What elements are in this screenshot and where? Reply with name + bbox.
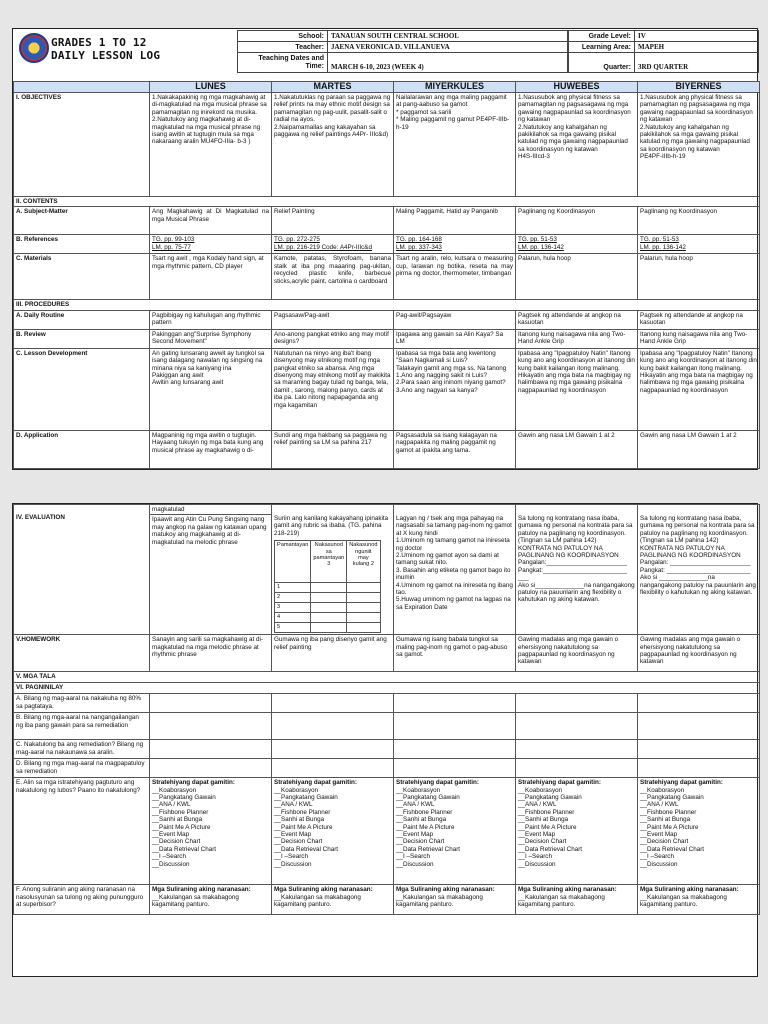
lesson-grid-page-1 [13,81,760,469]
objectives-cell: 1.Nakatutuklas ng paraan sa paggawa ng relief prints na may ethnic motif design sa pamamagitan ng pag-uulit, pasalit-salit o radial na ayos. 2.Naipamamallas ang kakayahan sa paggawa ng relief paintings A4Pr- IIIc&d) [272,93,394,197]
evaluation-cell [272,505,394,635]
rubric-header: Pamantayan [275,541,311,583]
rubric-blank [311,593,347,603]
reflection-cell [516,713,638,740]
objectives-cell: Nailalarawan ang mga maling paggamit at pang-aabuso sa gamot * paggamot sa sarili * Maling paggamit ng gamut PE4PF-IIIb-h-19 [394,93,516,197]
references-cell [638,235,760,254]
materials-row [14,254,760,300]
rubric-blank [311,603,347,613]
tala-row [14,672,760,683]
procedures-row [14,300,760,310]
dates-value: MARCH 6-10, 2023 (WEEK 4) [328,53,568,73]
strategy-title: Stratehiyang dapat gamitin: [640,779,723,787]
materials-cell: Tsart ng aralin, relo, kutsara o measuring cup, larawan ng botika, reseta na may pirma ng doctor, thermometer, timbangan [394,254,516,300]
rubric-blank [311,613,347,623]
subject-cell: Paglinang ng Koordinasyon [638,207,760,235]
materials-cell: Palarun, hula hoop [516,254,638,300]
day-huwebes: HUWEBES [516,82,638,93]
strategy-cell [150,778,272,885]
review-cell: Ano-anong pangkat etniko ang may motif designs? [272,329,394,348]
grade-value: IV [635,31,759,42]
evaluation-cell: Sa tulong ng kontratang nasa ibaba, gumawa ng personal na kontrata para sa patuloy na paglinang ng koordinasyon. (Tingnan sa LM pahina 142) KONTRATA NG PATULOY NA PAGLINANG NG KOORDINASYON Pangalan: _______________________ Pangkat: ________________________ Ako si ______________na nangangakong patuloy na pauunlarin ang flexibility o kahutukan ng aking katawan. [638,505,760,635]
homework-cell: Sanayin ang sarili sa magkahawig at di-magkatulad na mga melodic phrase at rhythmic phrase [150,635,272,672]
routine-cell: Pag-awit/Pagsayaw [394,310,516,329]
grade-label: Grade Level: [569,31,635,42]
tg-reference: TG. pp. 164-168 [396,236,442,244]
development-cell: Ipabasa ang "Ipagpatuloy Natin" Itanong kung ano ang koordinasyon at itanong din kung bakit kailangan itong malinang. Hikayatin ang mga bata na magbigay ng halimbawa ng mga gawaing pisikalna nagpapaunlad ng koordinasyon [638,348,760,430]
rubric-row-number: 1 [275,583,311,593]
routine-cell: Pagtsek ng attendande at angkop na kasuotan [638,310,760,329]
subject-label: A. Subject-Matter [14,207,150,235]
evaluation-row [14,505,760,635]
strategy-items: __Koaborasyon __Pangkatang Gawain __ANA / KWL __Fishbone Planner __Sanhi at Bunga __Paint Me A Picture __Event Map __Decision Chart __Data Retrieval Chart __I –Search __Discussion [640,786,705,868]
problems-cell [272,885,394,915]
reflection-row [14,759,760,778]
rubric-header: Nakasunod nguniit may kulang 2 [347,541,380,583]
lesson-log-page-1 [12,28,758,470]
evaluation-cell [150,505,272,635]
problems-items: __Kakulangan sa makabagong kagamitang panturo. [396,893,483,909]
references-label: B. References [14,235,150,254]
tg-reference: TG. pp. 51-53 [640,236,679,244]
strategy-label: E. Alin sa mga istratehiyang pagtuturo ang nakatulong ng lubos? Paano ito nakatulong? [14,778,150,885]
teacher-label: Teacher: [238,42,328,53]
homework-cell: Gumawa ng iba pang disenyo gamit ang relief painting [272,635,394,672]
objectives-row [14,93,760,197]
reflection-cell [638,759,760,778]
strategy-cell [638,778,760,885]
tala-label: V. MGA TALA [14,672,760,683]
rubric-header: Nakasunod sa pamantayan 3 [311,541,347,583]
evaluation-label: IV. EVALUATION [14,505,150,635]
problems-cell [516,885,638,915]
materials-label: C. Materials [14,254,150,300]
objectives-cell: 1.Nasusubok ang physical fitness sa pamamagitan ng pagsasagawa ng mga gawaing nagpapaunlad sa koordinasyon ng katawan 2.Natutukoy ang kahalgahan ng pakikilahok sa mga gawaing pisikal katulad ng mga gawaing nagpapaunlad sa koordinasyon ng katawan H4S-IIIcd-3 [516,93,638,197]
materials-cell: Palarun, hula hoop [638,254,760,300]
homework-cell: Gawing madalas ang mga gawain o ehersisyong nakatutulong sa pagpapaunlad ng koordinasyon ng katawan [638,635,760,672]
development-cell: Ipabasa sa mga bata ang kwentong "Saan Nagkamali si Luis? Talakayin gamit ang mga ss. Na tanong 1.Ano ang nagging sakit ni Luis? 2.Para saan ang ininom niyang gamot? 3.Ano ang nagyari sa kanya? [394,348,516,430]
contents-label: II. CONTENTS [14,197,760,207]
pagninilay-row [14,683,760,694]
reflection-cell [150,740,272,759]
rubric-blank [347,603,380,613]
day-martes: MARTES [272,82,394,93]
evaluation-text: Suriin ang kanilang kakayahang ipinakita gamit ang rubric sa ibaba. (TG. pahina 218-219) [274,515,389,537]
strategy-title: Stratehiyang dapat gamitin: [518,779,601,787]
problems-items: __Kakulangan sa makabagong kagamitang panturo. [640,893,727,909]
lm-reference: LM. pp. 216-219 Code: A4Pr-IIIc&d [274,243,373,251]
rubric-blank [311,623,347,633]
school-info-table [237,30,568,73]
review-row [14,329,760,348]
problems-items: __Kakulangan sa makabagong kagamitang panturo. [274,893,361,909]
materials-cell: Tsart ng awit , mga Kodaly hand sign, at mga rhythmic pattern, CD player [150,254,272,300]
day-miyerkules: MIYERKULES [394,82,516,93]
school-value: TANAUAN SOUTH CENTRAL SCHOOL [328,31,568,42]
subject-cell: Paglinang ng Koordinasyon [516,207,638,235]
development-row [14,348,760,430]
reflection-cell [394,713,516,740]
grade-info-table [568,30,759,73]
review-cell: Itanong kung naisagawa nila ang Two-Hand Ankle Grip [638,329,760,348]
problems-cell [638,885,760,915]
carry-over-text: magkatulad [152,506,185,513]
problems-title: Mga Suliraning aking naranasan: [640,886,739,894]
routine-cell: Pagsasaw/Pag-awit [272,310,394,329]
subject-cell: Ang Magkahawig at Di Magkatulad na mga Musical Phrase [150,207,272,235]
reflection-row [14,694,760,713]
reflection-cell [516,740,638,759]
document-header [13,29,759,73]
lm-reference: LM. pp. 337-343 [396,243,442,251]
strategy-items: __Koaborasyon __Pangkatang Gawain __ANA / KWL __Fishbone Planner __Sanhi at Bunga __Paint Me A Picture __Event Map __Decision Chart __Data Retrieval Chart __I –Search __Discussion [152,786,217,868]
reflection-cell [150,759,272,778]
development-label: C. Lesson Development [14,348,150,430]
reflection-cell [516,759,638,778]
review-cell: Pakinggan ang"Surprise Symphony Second Movement" [150,329,272,348]
problems-title: Mga Suliraning aking naranasan: [396,886,495,894]
development-cell: Ipabasa ang "Ipagpatuloy Natin" Itanong kung ano ang koordinasyon at itanong din kung bakit kailangan itong malinang. Hikayatin ang mga bata na magbigay ng halimbawa ng mga gawaing pisikalna nagpapaunlad ng koordinasyon [516,348,638,430]
reflection-cell [394,740,516,759]
application-cell: Gawin ang nasa LM Gawain 1 at 2 [638,430,760,468]
reflection-cell [638,740,760,759]
references-cell [516,235,638,254]
review-label: B. Review [14,329,150,348]
review-cell: Ipagawa ang gawain sa Alin Kaya? Sa LM [394,329,516,348]
objectives-cell: 1.Nakakapakinig ng mga magkahawig at di-magkatulad na mga musical phrase sa pamamagitan ng inirekord na musika. 2.Natutukoy ang magkahawig at di-magkatulad na mga musical phrase ng isang awitin at tugtugin mula sa mga nakaraang aralin MU4FO-IIIa- b-3 ) [150,93,272,197]
evaluation-cell: Lagyan ng / tsek ang mga pahayag na nagsasabi sa tamang pag-inom ng gamot at X kung hindi 1.Uminom ng tamang gamot na inireseta ng doctor 2.Uminom ng gamot ayon sa dami at tamang sukat nito. 3. Basahin ang etiketa ng gamot bago ito inumin 4.Uminom ng gamot na inireseta ng ibang tao. 5.Huwag uminom ng gamot na lagpas na sa Expiration Date [394,505,516,635]
procedures-label: III. PROCEDURES [14,300,760,310]
tg-reference: TG. pp. 272-275 [274,236,320,244]
reflection-cell [272,759,394,778]
tg-reference: TG. pp. 51-53 [518,236,557,244]
development-cell: Natutunan na ninyo ang iba't ibang disenyong may etnikong motif ng mga pangkat etniko sa abansa. Ang mga disenyong may etnikong motif ay makikita sa maraming bagay tulad ng banga, tela, damit , sarong, malong panyo, cards at iba pa. Lalo nitong napapaganda ang mga kagamitan [272,348,394,430]
application-cell: Magpaninig ng mga awitin o tugtugin. Hayaang tukuyin ng mga bata kung ang musical phrase ay magkahawig o di- [150,430,272,468]
objectives-cell: 1.Nasusubok ang physical fitness sa pamamagitan ng pagsasagawa ng mga gawaing nagpapaunlad sa koordinasyon ng katawan 2.Natutukoy ang kahalgahan ng pakikilahok sa mga gawaing pisikal katulad ng mga gawaing nagpapaunlad sa koordinasyon ng katawan PE4PF-IIIb-h-19 [638,93,760,197]
rubric-row-number: 3 [275,603,311,613]
lm-reference: LM. pp. 75-77 [152,243,191,251]
reflection-cell [516,694,638,713]
application-label: D. Application [14,430,150,468]
reflection-row [14,713,760,740]
reflection-cell [150,713,272,740]
area-label: Learning Area: [569,42,635,53]
references-row [14,235,760,254]
routine-cell: Pagbibigay ng kahulugan ang rhythmic pattern [150,310,272,329]
rubric-blank [311,583,347,593]
strategy-items: __Koaborasyon __Pangkatang Gawain __ANA / KWL __Fishbone Planner __Sanhi at Bunga __Paint Me A Picture __Event Map __Decision Chart __Data Retrieval Chart __I –Search __Discussion [274,786,339,868]
problems-label: F. Anong suliranin ang aking naranasan na nasolusyunan sa tulong ng aking punungguro at superbisor? [14,885,150,915]
application-cell: Gawin ang nasa LM Gawain 1 at 2 [516,430,638,468]
title-line-1: GRADES 1 TO 12 [51,36,147,49]
reflection-row [14,740,760,759]
area-value: MAPEH [635,42,759,53]
rubric-blank [347,613,380,623]
tg-reference: TG. pp. 99-103 [152,236,195,244]
rubric-row-number: 5 [275,623,311,633]
homework-cell: Gumawa ng isang babala tungkol sa maling pag-inom ng gamot o pag-abuso sa gamot. [394,635,516,672]
reflection-cell [150,694,272,713]
lesson-grid-page-2 [13,504,760,915]
document-title [51,36,160,62]
reflection-label: D. Bilang ng mga mag-aaral na magpapatuloy sa remediation [14,759,150,778]
reflection-cell [272,694,394,713]
problems-title: Mga Suliraning aking naranasan: [274,886,373,894]
development-cell: An gating lunsarang awwit ay tungkol sa isang dalagang nawalan ng singsing na minana niya sa kaniyang ina Pakiggan ang awit Awitin ang lunsarang awit [150,348,272,430]
day-lunes: LUNES [150,82,272,93]
reflection-cell [638,713,760,740]
rubric-blank [347,593,380,603]
problems-cell [394,885,516,915]
routine-row [14,310,760,329]
problems-title: Mga Suliraning aking naranasan: [152,886,251,894]
strategy-cell [516,778,638,885]
reflection-cell [394,694,516,713]
evaluation-cell: Sa tulong ng kontratang nasa ibaba, gumawa ng personal na kontrata para sa patuloy na paglinang ng koordinasyon. (Tingnan sa LM pahina 142) KONTRATA NG PATULOY NA PAGLINANG NG KOORDINASYON Pangalan:_______________________ Pangkat:________________________ ___ Ako si______________na nangangakong patuloy na pauunlarin ang flexibility o kahutukan ng aking katawan. [516,505,638,635]
strategy-title: Stratehiyang dapat gamitin: [152,779,235,787]
lesson-log-page-2 [12,503,758,977]
reflection-cell [272,713,394,740]
objectives-label: I. OBJECTIVES [14,93,150,197]
reflection-cell [394,759,516,778]
lm-reference: LM. pp. 136-142 [640,243,686,251]
rubric-table [274,540,381,633]
application-cell: Sundi ang mga hakbang sa paggawa ng relief painting sa LM sa pahina 217 [272,430,394,468]
day-header-blank [14,82,150,93]
routine-cell: Pagtsek ng attendande at angkop na kasuotan [516,310,638,329]
rubric-row-number: 2 [275,593,311,603]
strategy-items: __Koaborasyon __Pangkatang Gawain __ANA / KWL __Fishbone Planner __Sanhi at Bunga __Paint Me A Picture __Event Map __Decision Chart __Data Retrieval Chart __I –Search __Discussion [518,786,583,868]
dates-label-line1: Teaching Dates and [258,54,324,62]
evaluation-text: Ipaawit ang Atin Cu Pung Singsing nang may angkop na galaw ng katawan upang matukoy ang magkahawig at di-magkatulad na melodic phrase [150,514,271,546]
lm-reference: LM. pp. 136-142 [518,243,564,251]
deped-seal-icon [19,33,49,63]
strategy-row [14,778,760,885]
strategy-title: Stratehiyang dapat gamitin: [396,779,479,787]
reflection-label: C. Nakatulong ba ang remediation? Bilang ng mag-aaral na nakaunawa sa aralin. [14,740,150,759]
problems-items: __Kakulangan sa makabagong kagamitang panturo. [518,893,605,909]
quarter-value: 3RD QUARTER [635,53,759,73]
rubric-blank [347,623,380,633]
references-cell [150,235,272,254]
dates-label [238,53,328,73]
application-cell: Pagsasadula sa isang kalagayan na nagpapakita ng maling paggamit ng gamot at ipakita ang tama. [394,430,516,468]
problems-cell [150,885,272,915]
quarter-label: Quarter: [569,53,635,73]
reflection-label: A. Bilang ng mag-aaral na nakakuha ng 80% sa pagtataya. [14,694,150,713]
rubric-row-number: 4 [275,613,311,623]
strategy-cell [272,778,394,885]
references-cell [394,235,516,254]
strategy-cell [394,778,516,885]
subject-cell: Relief Painting [272,207,394,235]
day-biyernes: BIYERNES [638,82,760,93]
homework-row [14,635,760,672]
title-line-2: DAILY LESSON LOG [51,49,161,62]
strategy-title: Stratehiyang dapat gamitin: [274,779,357,787]
routine-label: A. Daily Routine [14,310,150,329]
day-header-row [14,82,760,93]
subject-cell: Maling Paggamit, Hatid ay Panganib [394,207,516,235]
pagninilay-label: VI. PAGNINILAY [14,683,760,694]
materials-cell: Kamote, patatas, Styrofoam, banana stalk at iba png maaaring pag-ukitan, recycled plastic knife, barbecue sticks,acrylic paint, cartolina o cardboard [272,254,394,300]
problems-items: __Kakulangan sa makabagong kagamitang panturo. [152,893,239,909]
homework-cell: Gawing madalas ang mga gawain o ehersisyong nakatutulong sa pagpapaunlad ng koordinasyon ng katawan [516,635,638,672]
problems-row [14,885,760,915]
reflection-label: B. Bilang ng mga-aaral na nangangailangan ng iba pang gawain para sa remediation [14,713,150,740]
review-cell: Itanong kung naisagawa nila ang Two-Hand Ankle Grip [516,329,638,348]
teacher-value: JAENA VERONICA D. VILLANUEVA [328,42,568,53]
references-cell [272,235,394,254]
rubric-blank [347,583,380,593]
subject-row [14,207,760,235]
reflection-cell [638,694,760,713]
contents-row [14,197,760,207]
reflection-cell [272,740,394,759]
problems-title: Mga Suliraning aking naranasan: [518,886,617,894]
dates-label-line2: Time: [305,62,324,70]
strategy-items: __Koaborasyon __Pangkatang Gawain __ANA / KWL __Fishbone Planner __Sanhi at Bunga __Paint Me A Picture __Event Map __Decision Chart __Data Retrieval Chart __I –Search __Discussion [396,786,461,868]
homework-label: V.HOMEWORK [14,635,150,672]
application-row [14,430,760,468]
school-label: School: [238,31,328,42]
